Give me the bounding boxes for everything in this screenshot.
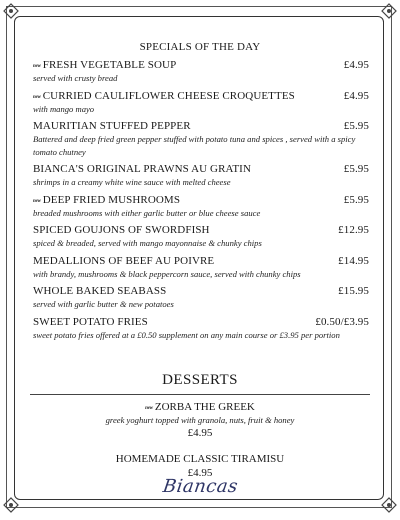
- new-badge-icon: new: [33, 94, 41, 100]
- item-name: MEDALLIONS OF BEEF AU POIVRE: [33, 254, 215, 267]
- specials-heading: SPECIALS OF THE DAY: [139, 41, 261, 53]
- ornament-bottom-left-icon: [2, 496, 20, 514]
- menu-item: [33, 315, 369, 342]
- item-description: spiced & breaded, served with mango mayonnaise & chunky chips: [33, 238, 262, 248]
- menu-item: [33, 89, 369, 116]
- item-price: £14.95: [338, 254, 369, 267]
- menu-item: [33, 58, 369, 85]
- item-name: BIANCA'S ORIGINAL PRAWNS AU GRATIN: [33, 163, 251, 175]
- biancas-logo: Biancas: [161, 476, 239, 497]
- dessert-description: greek yoghurt topped with granola, nuts, fruit & honey: [105, 415, 295, 425]
- specials-list: [33, 58, 369, 345]
- menu-item: [33, 284, 369, 311]
- dessert-item: [0, 401, 400, 440]
- item-description: served with garlic butter & new potatoes: [33, 299, 174, 309]
- item-description: sweet potato fries offered at a £0.50 supplement on any main course or £3.95 per portion: [33, 329, 340, 340]
- item-name: DEEP FRIED MUSHROOMS: [42, 193, 181, 206]
- item-name: CURRIED CAULIFLOWER CHEESE CROQUETTES: [42, 89, 295, 102]
- item-description: breaded mushrooms with either garlic butter or blue cheese sauce: [33, 207, 261, 218]
- desserts-heading: DESSERTS: [162, 372, 238, 388]
- ornament-bottom-right-icon: [380, 496, 398, 514]
- item-name: MAURITIAN STUFFED PEPPER: [33, 120, 191, 132]
- new-badge-icon: new: [33, 198, 41, 204]
- item-description: with mango mayo: [33, 103, 95, 114]
- item-price: £5.95: [343, 120, 369, 132]
- dessert-name: HOMEMADE CLASSIC TIRAMISU: [115, 453, 285, 465]
- item-description: with brandy, mushrooms & black peppercorn sauce, served with chunky chips: [33, 268, 301, 279]
- item-price: £5.95: [343, 163, 369, 175]
- menu-item: [33, 193, 369, 220]
- menu-item: [33, 119, 369, 158]
- item-price: £12.95: [338, 224, 369, 236]
- item-price: £15.95: [338, 285, 369, 297]
- item-description: Battered and deep fried green pepper stuffed with potato tuna and spices , served with a spicy tomato chutney: [33, 134, 356, 157]
- item-name: WHOLE BAKED SEABASS: [33, 285, 167, 297]
- item-name: SWEET POTATO FRIES: [33, 315, 148, 328]
- item-name: FRESH VEGETABLE SOUP: [42, 59, 177, 71]
- item-description: served with crusty bread: [33, 73, 118, 83]
- dessert-price: £4.95: [187, 467, 213, 479]
- ornament-top-left-icon: [2, 2, 20, 20]
- new-badge-icon: new: [145, 406, 153, 411]
- item-name: SPICED GOUJONS OF SWORDFISH: [33, 224, 210, 236]
- item-description: shrimps in a creamy white wine sauce with melted cheese: [33, 177, 231, 187]
- dessert-price: £4.95: [187, 427, 213, 439]
- desserts-divider: [30, 394, 370, 395]
- item-price: £4.95: [343, 89, 369, 102]
- dessert-name: ZORBA THE GREEK: [154, 401, 255, 413]
- menu-item: [33, 223, 369, 250]
- menu-item: [33, 254, 369, 281]
- item-price: £0.50/£3.95: [315, 315, 369, 328]
- menu-item: [33, 162, 369, 189]
- item-price: £4.95: [343, 59, 369, 71]
- item-price: £5.95: [343, 193, 369, 206]
- ornament-top-right-icon: [380, 2, 398, 20]
- new-badge-icon: new: [33, 64, 41, 69]
